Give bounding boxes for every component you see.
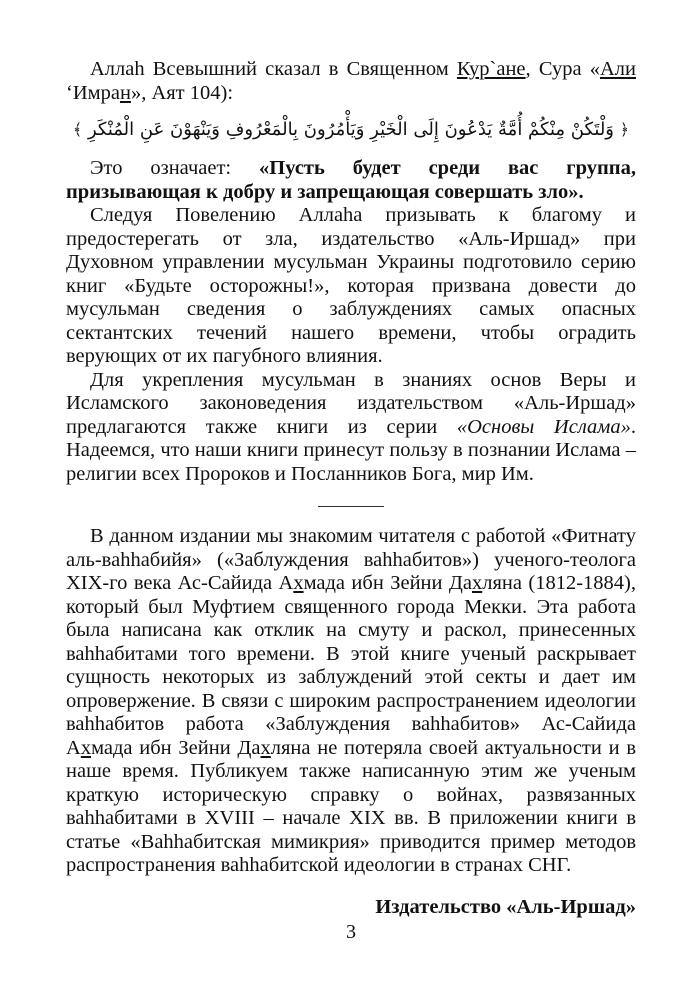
edition-h1: х: [293, 572, 304, 594]
ornament-open-icon: ﴿: [619, 120, 630, 139]
page-number: 3: [346, 921, 356, 943]
edition-h3: х: [80, 736, 92, 759]
edition-h2: х: [471, 572, 483, 594]
section-divider: [318, 506, 384, 507]
basics-text-end: . Надеемся, что наши книги принесут пользу в познании Ислама – религии всех Пророков и Посланников Бога, мир Им.: [66, 415, 636, 485]
intro-text-mid: , Сура «: [525, 58, 600, 80]
intro-text: Аллаh Всевышний сказал в Священном: [90, 58, 457, 80]
basics-text: Для укрепления мусульман в знаниях основ Веры и Исламского законоведения издательством «Аль-Иршад» предлагаются также книги из серии: [66, 368, 636, 438]
quran-word: Кур`ане: [456, 58, 526, 80]
imran-prefix: ‘Имра: [66, 81, 120, 104]
paragraph-series: Следуя Повелению Аллаhа призывать к благому и предостерегать от зла, издательство «Аль-Иршад» при Духовном управлении мусульман Украины подготовило серию книг «Будьте осторожны!», которая призвана довести до мусульман сведения о заблуждениях самых опасных сектантских течений нашего времени, чтобы оградить верующих от их пагубного влияния.: [66, 204, 636, 367]
page-body: [66, 48, 636, 945]
ornament-close-icon: ﴾: [72, 120, 83, 139]
edition-text-b: мада ибн Зейни Да: [303, 572, 472, 594]
edition-h4: х: [260, 736, 271, 759]
basics-series-title: «Основы Ислама»: [456, 415, 631, 438]
edition-text-c: ляна (1812-1884), который был Муфтием священного города Мекки. Эта работа была написана как отклик на смуту и раскол, принесенных ваhhабитами того времени. В этой книге ученый раскрывает сущность некоторых из заблуждений этой секты и дает им опровержение. В связи с широким распространением идеологии ваhhабитов работа «Заблуждения ваhhабитов» Ас-Сайида А: [66, 572, 636, 759]
paragraph-basics: [66, 369, 636, 487]
publisher-signature: Издательство «Аль-Иршад»: [375, 895, 636, 918]
arabic-verse-text: وَلْتَكُنْ مِنْكُمْ أُمَّةٌ يَدْعُونَ إِلَى الْخَيْرِ وَيَأْمُرُونَ بِالْمَعْرُوفِ وَيَنْهَوْنَ عَنِ الْمُنْكَرِ: [87, 119, 615, 140]
quran-verse: [66, 115, 636, 145]
edition-text-e: ляна не потеряла своей актуальности и в наше время. Публикуем также написанную этим же ученым краткую историческую справку о войнах, развязанных ваhhабитами в XVIII – начале XIX вв. В приложении книги в статье «Ваhhабитская мимикрия» приводится пример методов распространения ваhhабитской идеологии в странах СНГ.: [66, 736, 637, 876]
paragraph-meaning: [66, 157, 636, 204]
ali-word: Али: [599, 58, 636, 80]
meaning-quote: «Пусть будет среди вас группа, призывающая к добру и запрещающая совершать зло».: [66, 157, 636, 203]
imran-n: н: [119, 81, 131, 104]
edition-text-d: мада ибн Зейни Да: [91, 736, 261, 759]
meaning-label: Это означает:: [90, 157, 260, 179]
edition-text-a: В данном издании мы знакомим читателя с работой «Фитнату аль-ваhhабийя» («Заблуждения ваhhабитов») ученого-теолога XIX-го века Ас-Сайида А: [66, 525, 636, 594]
intro-line: [66, 58, 636, 105]
intro-text-end: », Аят 104):: [130, 81, 234, 104]
paragraph-edition: [66, 525, 636, 878]
